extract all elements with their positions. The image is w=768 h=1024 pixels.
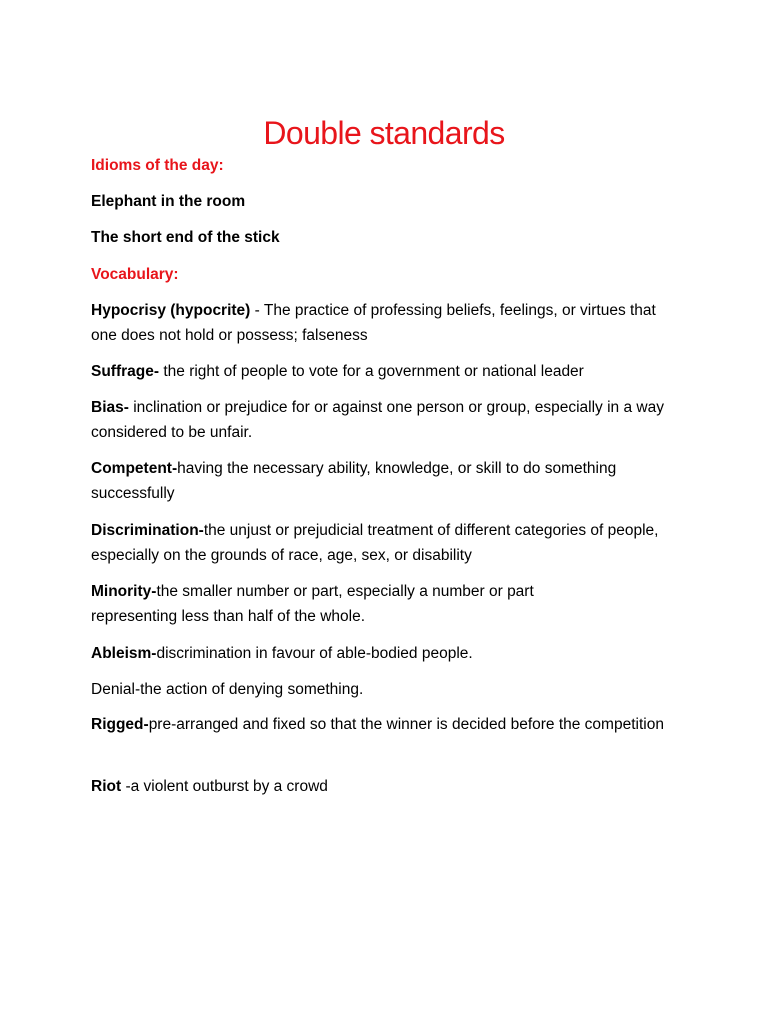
vocabulary-term: Suffrage- [91, 363, 160, 380]
vocabulary-definition: discrimination in favour of able-bodied people. [156, 645, 473, 662]
vocabulary-definition: having the necessary ability, knowledge, or skill to do something successfully [91, 460, 617, 502]
vocabulary-entry [91, 359, 681, 384]
idioms-heading: Idioms of the day: [91, 157, 224, 174]
page-title: Double standards [263, 115, 505, 151]
vocabulary-entry [91, 518, 681, 568]
vocabulary-definition: the unjust or prejudicial treatment of different categories of people, especially on the grounds of race, age, sex, or disability [91, 522, 659, 564]
vocabulary-term: Riot [91, 778, 122, 795]
vocabulary-definition: pre-arranged and fixed so that the winner is decided before the competition [148, 716, 664, 733]
vocabulary-term: Rigged- [91, 716, 149, 733]
vocabulary-entry [91, 774, 681, 799]
vocabulary-definition: inclination or prejudice for or against one person or group, especially in a way considered to be unfair. [91, 399, 664, 441]
vocabulary-definition: the smaller number or part, especially a number or part representing less than half of the whole. [91, 583, 534, 625]
vocabulary-entry [91, 395, 671, 445]
vocabulary-term: Ableism- [91, 645, 157, 662]
vocabulary-entry [91, 298, 681, 348]
vocabulary-definition: Denial-the action of denying something. [91, 681, 364, 698]
idiom-item: Elephant in the room [91, 193, 246, 210]
idiom-item: The short end of the stick [91, 229, 280, 246]
vocabulary-term: Minority- [91, 583, 157, 600]
vocabulary-entry [91, 712, 671, 737]
vocabulary-entry [91, 641, 681, 666]
vocabulary-entry [91, 456, 691, 506]
vocabulary-entry [91, 677, 681, 702]
vocabulary-definition: the right of people to vote for a government or national leader [159, 363, 584, 380]
vocabulary-definition: -a violent outburst by a crowd [121, 778, 328, 795]
vocabulary-term: Hypocrisy (hypocrite) [91, 302, 251, 319]
vocabulary-heading: Vocabulary: [91, 266, 179, 283]
vocabulary-definition: - The practice of professing beliefs, feelings, or virtues that one does not hold or possess; falseness [91, 302, 656, 344]
vocabulary-term: Discrimination- [91, 522, 204, 539]
vocabulary-entry [91, 579, 611, 629]
vocabulary-term: Bias- [91, 399, 129, 416]
vocabulary-term: Competent- [91, 460, 178, 477]
